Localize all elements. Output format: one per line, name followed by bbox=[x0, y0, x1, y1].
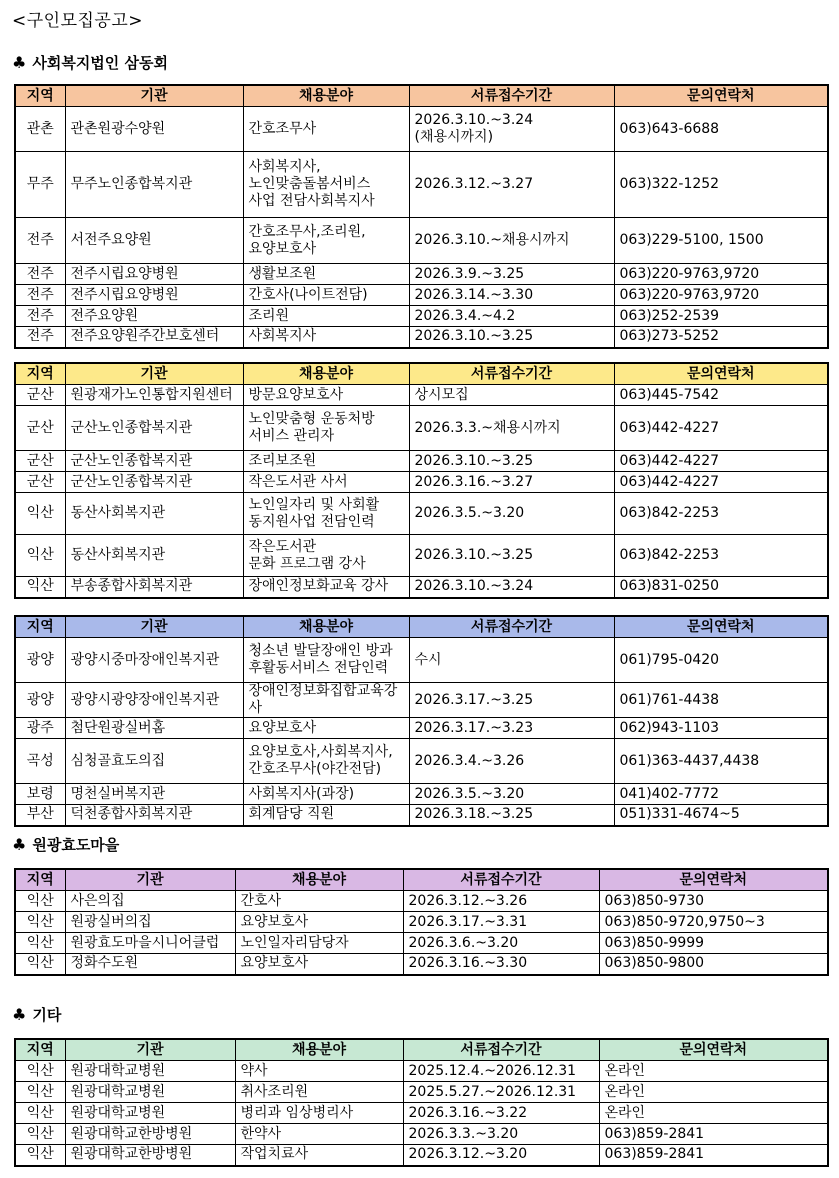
cell-field: 조리원 bbox=[243, 306, 409, 327]
cell-contact: 063)859-2841 bbox=[599, 1145, 828, 1166]
table-header-row bbox=[15, 616, 828, 638]
cell-period: 2026.3.17.~3.23 bbox=[409, 718, 614, 739]
cell-region: 전주 bbox=[15, 285, 65, 306]
cell-period: 상시모집 bbox=[409, 385, 614, 406]
col-header-region: 지역 bbox=[15, 363, 65, 385]
cell-period: 2026.3.6.~3.20 bbox=[403, 933, 599, 954]
section-heading bbox=[12, 52, 168, 73]
col-header-contact: 문의연락처 bbox=[614, 85, 828, 107]
table-header-row bbox=[15, 1039, 828, 1061]
cell-period: 2026.3.12.~3.26 bbox=[403, 891, 599, 912]
table-row bbox=[15, 152, 828, 218]
table-row bbox=[15, 638, 828, 683]
table-row bbox=[15, 385, 828, 406]
col-header-contact: 문의연락처 bbox=[599, 1039, 828, 1061]
cell-region: 군산 bbox=[15, 385, 65, 406]
col-header-contact: 문의연락처 bbox=[614, 363, 828, 385]
cell-period: 2026.3.16.~3.27 bbox=[409, 472, 614, 493]
col-header-period: 서류접수기간 bbox=[409, 363, 614, 385]
cell-period: 2026.3.16.~3.22 bbox=[403, 1103, 599, 1124]
cell-institution: 동산사회복지관 bbox=[65, 493, 243, 535]
cell-contact: 063)229-5100, 1500 bbox=[614, 218, 828, 264]
job-table-2 bbox=[14, 362, 829, 599]
cell-institution: 원광실버의집 bbox=[65, 912, 235, 933]
col-header-institution: 기관 bbox=[65, 363, 243, 385]
cell-period: 수시 bbox=[409, 638, 614, 683]
cell-period: 2026.3.10.~3.24 (채용시까지) bbox=[409, 107, 614, 152]
table-row bbox=[15, 1061, 828, 1082]
cell-field: 간호사 bbox=[235, 891, 403, 912]
table-row bbox=[15, 1082, 828, 1103]
table-row bbox=[15, 891, 828, 912]
cell-institution: 동산사회복지관 bbox=[65, 535, 243, 577]
table-row bbox=[15, 577, 828, 598]
cell-region: 전주 bbox=[15, 264, 65, 285]
cell-field: 장애인정보화교육 강사 bbox=[243, 577, 409, 598]
cell-field: 병리과 임상병리사 bbox=[235, 1103, 403, 1124]
cell-field: 작은도서관 문화 프로그램 강사 bbox=[243, 535, 409, 577]
cell-field: 청소년 발달장애인 방과 후활동서비스 전담인력 bbox=[243, 638, 409, 683]
cell-contact: 041)402-7772 bbox=[614, 784, 828, 805]
col-header-contact: 문의연락처 bbox=[614, 616, 828, 638]
cell-field: 요양보호사,사회복지사, 간호조무사(야간전담) bbox=[243, 739, 409, 784]
col-header-institution: 기관 bbox=[65, 616, 243, 638]
cell-institution: 서전주요양원 bbox=[65, 218, 243, 264]
table-row bbox=[15, 406, 828, 451]
club-icon: ♣ bbox=[12, 835, 27, 854]
cell-period: 2026.3.10.~3.25 bbox=[409, 535, 614, 577]
cell-region: 보령 bbox=[15, 784, 65, 805]
cell-institution: 덕천종합사회복지관 bbox=[65, 805, 243, 826]
cell-contact: 061)761-4438 bbox=[614, 683, 828, 718]
col-header-region: 지역 bbox=[15, 85, 65, 107]
cell-period: 2026.3.12.~3.20 bbox=[403, 1145, 599, 1166]
cell-contact: 063)273-5252 bbox=[614, 327, 828, 348]
cell-field: 한약사 bbox=[235, 1124, 403, 1145]
cell-region: 관촌 bbox=[15, 107, 65, 152]
club-icon: ♣ bbox=[12, 1005, 27, 1024]
col-header-region: 지역 bbox=[15, 869, 65, 891]
cell-field: 조리보조원 bbox=[243, 451, 409, 472]
cell-institution: 원광효도마을시니어클럽 bbox=[65, 933, 235, 954]
cell-institution: 첨단원광실버홈 bbox=[65, 718, 243, 739]
section-heading-label: 원광효도마을 bbox=[32, 836, 120, 854]
cell-contact: 063)643-6688 bbox=[614, 107, 828, 152]
cell-contact: 063)850-9730 bbox=[599, 891, 828, 912]
cell-period: 2026.3.17.~3.25 bbox=[409, 683, 614, 718]
cell-field: 작업치료사 bbox=[235, 1145, 403, 1166]
cell-region: 광양 bbox=[15, 638, 65, 683]
cell-region: 곡성 bbox=[15, 739, 65, 784]
cell-institution: 원광대학교병원 bbox=[65, 1082, 235, 1103]
cell-institution: 전주요양원주간보호센터 bbox=[65, 327, 243, 348]
cell-institution: 심청골효도의집 bbox=[65, 739, 243, 784]
cell-institution: 전주요양원 bbox=[65, 306, 243, 327]
col-header-period: 서류접수기간 bbox=[409, 85, 614, 107]
cell-institution: 무주노인종합복지관 bbox=[65, 152, 243, 218]
cell-institution: 부송종합사회복지관 bbox=[65, 577, 243, 598]
cell-region: 익산 bbox=[15, 954, 65, 975]
cell-contact: 온라인 bbox=[599, 1082, 828, 1103]
table-header-row bbox=[15, 363, 828, 385]
cell-period: 2026.3.5.~3.20 bbox=[409, 493, 614, 535]
cell-field: 회계담당 직원 bbox=[243, 805, 409, 826]
cell-contact: 063)850-9720,9750~3 bbox=[599, 912, 828, 933]
cell-period: 2026.3.3.~3.20 bbox=[403, 1124, 599, 1145]
cell-region: 전주 bbox=[15, 306, 65, 327]
table-header-row bbox=[15, 869, 828, 891]
col-header-contact: 문의연락처 bbox=[599, 869, 828, 891]
cell-field: 사회복지사(과장) bbox=[243, 784, 409, 805]
cell-period: 2026.3.3.~채용시까지 bbox=[409, 406, 614, 451]
cell-institution: 명천실버복지관 bbox=[65, 784, 243, 805]
page-title: <구인모집공고> bbox=[12, 11, 144, 31]
cell-contact: 063)850-9999 bbox=[599, 933, 828, 954]
table-row bbox=[15, 1103, 828, 1124]
cell-contact: 063)850-9800 bbox=[599, 954, 828, 975]
cell-field: 노인맞춤형 운동처방 서비스 관리자 bbox=[243, 406, 409, 451]
cell-contact: 063)442-4227 bbox=[614, 406, 828, 451]
cell-institution: 군산노인종합복지관 bbox=[65, 472, 243, 493]
job-table-1 bbox=[14, 84, 829, 349]
cell-contact: 051)331-4674~5 bbox=[614, 805, 828, 826]
cell-contact: 063)322-1252 bbox=[614, 152, 828, 218]
cell-period: 2026.3.14.~3.30 bbox=[409, 285, 614, 306]
col-header-field: 채용분야 bbox=[243, 85, 409, 107]
col-header-region: 지역 bbox=[15, 1039, 65, 1061]
col-header-region: 지역 bbox=[15, 616, 65, 638]
cell-period: 2026.3.10.~채용시까지 bbox=[409, 218, 614, 264]
cell-region: 부산 bbox=[15, 805, 65, 826]
cell-contact: 063)442-4227 bbox=[614, 472, 828, 493]
section-heading bbox=[12, 834, 119, 855]
cell-institution: 원광대학교한방병원 bbox=[65, 1145, 235, 1166]
table-row bbox=[15, 218, 828, 264]
table-row bbox=[15, 1145, 828, 1166]
col-header-institution: 기관 bbox=[65, 85, 243, 107]
section-heading-label: 사회복지법인 삼동회 bbox=[32, 54, 168, 72]
cell-field: 생활보조원 bbox=[243, 264, 409, 285]
section-heading-label: 기타 bbox=[32, 1006, 62, 1024]
cell-field: 취사조리원 bbox=[235, 1082, 403, 1103]
job-table-3 bbox=[14, 615, 829, 827]
table-header-row bbox=[15, 85, 828, 107]
cell-contact: 063)842-2253 bbox=[614, 535, 828, 577]
cell-contact: 062)943-1103 bbox=[614, 718, 828, 739]
cell-field: 요양보호사 bbox=[235, 912, 403, 933]
table-row bbox=[15, 327, 828, 348]
cell-contact: 063)442-4227 bbox=[614, 451, 828, 472]
cell-contact: 063)842-2253 bbox=[614, 493, 828, 535]
cell-region: 익산 bbox=[15, 1082, 65, 1103]
table-row bbox=[15, 739, 828, 784]
cell-contact: 온라인 bbox=[599, 1061, 828, 1082]
col-header-period: 서류접수기간 bbox=[403, 869, 599, 891]
col-header-period: 서류접수기간 bbox=[409, 616, 614, 638]
col-header-field: 채용분야 bbox=[235, 1039, 403, 1061]
table-row bbox=[15, 264, 828, 285]
cell-region: 익산 bbox=[15, 1124, 65, 1145]
cell-field: 장애인정보화집합교육강사 bbox=[243, 683, 409, 718]
cell-field: 사회복지사 bbox=[243, 327, 409, 348]
table-row bbox=[15, 535, 828, 577]
cell-period: 2026.3.12.~3.27 bbox=[409, 152, 614, 218]
cell-institution: 광양시광양장애인복지관 bbox=[65, 683, 243, 718]
cell-field: 사회복지사, 노인맞춤돌봄서비스 사업 전담사회복지사 bbox=[243, 152, 409, 218]
cell-field: 작은도서관 사서 bbox=[243, 472, 409, 493]
cell-region: 익산 bbox=[15, 1061, 65, 1082]
cell-institution: 사은의집 bbox=[65, 891, 235, 912]
table-row bbox=[15, 718, 828, 739]
table-row bbox=[15, 784, 828, 805]
cell-contact: 061)363-4437,4438 bbox=[614, 739, 828, 784]
cell-region: 군산 bbox=[15, 472, 65, 493]
cell-region: 익산 bbox=[15, 912, 65, 933]
cell-period: 2025.5.27.~2026.12.31 bbox=[403, 1082, 599, 1103]
cell-institution: 정화수도원 bbox=[65, 954, 235, 975]
cell-institution: 원광재가노인통합지원센터 bbox=[65, 385, 243, 406]
table-row bbox=[15, 306, 828, 327]
cell-region: 전주 bbox=[15, 327, 65, 348]
table-row bbox=[15, 933, 828, 954]
cell-contact: 063)831-0250 bbox=[614, 577, 828, 598]
table-row bbox=[15, 107, 828, 152]
table-row bbox=[15, 912, 828, 933]
cell-period: 2026.3.18.~3.25 bbox=[409, 805, 614, 826]
cell-field: 약사 bbox=[235, 1061, 403, 1082]
table-row bbox=[15, 285, 828, 306]
cell-region: 익산 bbox=[15, 1145, 65, 1166]
cell-region: 익산 bbox=[15, 891, 65, 912]
cell-period: 2026.3.17.~3.31 bbox=[403, 912, 599, 933]
cell-period: 2026.3.4.~3.26 bbox=[409, 739, 614, 784]
cell-field: 노인일자리 및 사회활 동지원사업 전담인력 bbox=[243, 493, 409, 535]
cell-contact: 063)445-7542 bbox=[614, 385, 828, 406]
cell-period: 2026.3.10.~3.25 bbox=[409, 327, 614, 348]
cell-field: 요양보호사 bbox=[243, 718, 409, 739]
cell-region: 광주 bbox=[15, 718, 65, 739]
cell-field: 간호조무사 bbox=[243, 107, 409, 152]
cell-region: 익산 bbox=[15, 493, 65, 535]
cell-contact: 063)220-9763,9720 bbox=[614, 264, 828, 285]
table-row bbox=[15, 954, 828, 975]
cell-region: 익산 bbox=[15, 535, 65, 577]
cell-institution: 광양시중마장애인복지관 bbox=[65, 638, 243, 683]
col-header-institution: 기관 bbox=[65, 869, 235, 891]
cell-region: 무주 bbox=[15, 152, 65, 218]
job-table-4 bbox=[14, 868, 829, 976]
cell-institution: 군산노인종합복지관 bbox=[65, 451, 243, 472]
cell-field: 노인일자리담당자 bbox=[235, 933, 403, 954]
col-header-institution: 기관 bbox=[65, 1039, 235, 1061]
cell-period: 2026.3.10.~3.25 bbox=[409, 451, 614, 472]
cell-contact: 063)859-2841 bbox=[599, 1124, 828, 1145]
cell-contact: 063)252-2539 bbox=[614, 306, 828, 327]
cell-period: 2026.3.4.~4.2 bbox=[409, 306, 614, 327]
cell-region: 군산 bbox=[15, 451, 65, 472]
table-row bbox=[15, 451, 828, 472]
col-header-field: 채용분야 bbox=[243, 616, 409, 638]
table-row bbox=[15, 683, 828, 718]
cell-contact: 온라인 bbox=[599, 1103, 828, 1124]
table-row bbox=[15, 805, 828, 826]
cell-institution: 원광대학교병원 bbox=[65, 1061, 235, 1082]
cell-institution: 관촌원광수양원 bbox=[65, 107, 243, 152]
table-row bbox=[15, 472, 828, 493]
cell-period: 2026.3.9.~3.25 bbox=[409, 264, 614, 285]
cell-institution: 군산노인종합복지관 bbox=[65, 406, 243, 451]
cell-period: 2026.3.5.~3.20 bbox=[409, 784, 614, 805]
table-row bbox=[15, 493, 828, 535]
col-header-field: 채용분야 bbox=[243, 363, 409, 385]
col-header-field: 채용분야 bbox=[235, 869, 403, 891]
cell-institution: 전주시립요양병원 bbox=[65, 285, 243, 306]
table-row bbox=[15, 1124, 828, 1145]
cell-period: 2026.3.10.~3.24 bbox=[409, 577, 614, 598]
cell-field: 간호사(나이트전담) bbox=[243, 285, 409, 306]
cell-period: 2026.3.16.~3.30 bbox=[403, 954, 599, 975]
cell-field: 요양보호사 bbox=[235, 954, 403, 975]
club-icon: ♣ bbox=[12, 53, 27, 72]
cell-contact: 063)220-9763,9720 bbox=[614, 285, 828, 306]
cell-region: 군산 bbox=[15, 406, 65, 451]
section-heading bbox=[12, 1004, 61, 1025]
cell-institution: 원광대학교한방병원 bbox=[65, 1124, 235, 1145]
cell-field: 간호조무사,조리원, 요양보호사 bbox=[243, 218, 409, 264]
cell-region: 익산 bbox=[15, 577, 65, 598]
cell-field: 방문요양보호사 bbox=[243, 385, 409, 406]
cell-contact: 061)795-0420 bbox=[614, 638, 828, 683]
col-header-period: 서류접수기간 bbox=[403, 1039, 599, 1061]
cell-institution: 원광대학교병원 bbox=[65, 1103, 235, 1124]
cell-region: 익산 bbox=[15, 1103, 65, 1124]
cell-region: 익산 bbox=[15, 933, 65, 954]
cell-region: 광양 bbox=[15, 683, 65, 718]
cell-region: 전주 bbox=[15, 218, 65, 264]
cell-institution: 전주시립요양병원 bbox=[65, 264, 243, 285]
cell-period: 2025.12.4.~2026.12.31 bbox=[403, 1061, 599, 1082]
job-table-5 bbox=[14, 1038, 829, 1167]
